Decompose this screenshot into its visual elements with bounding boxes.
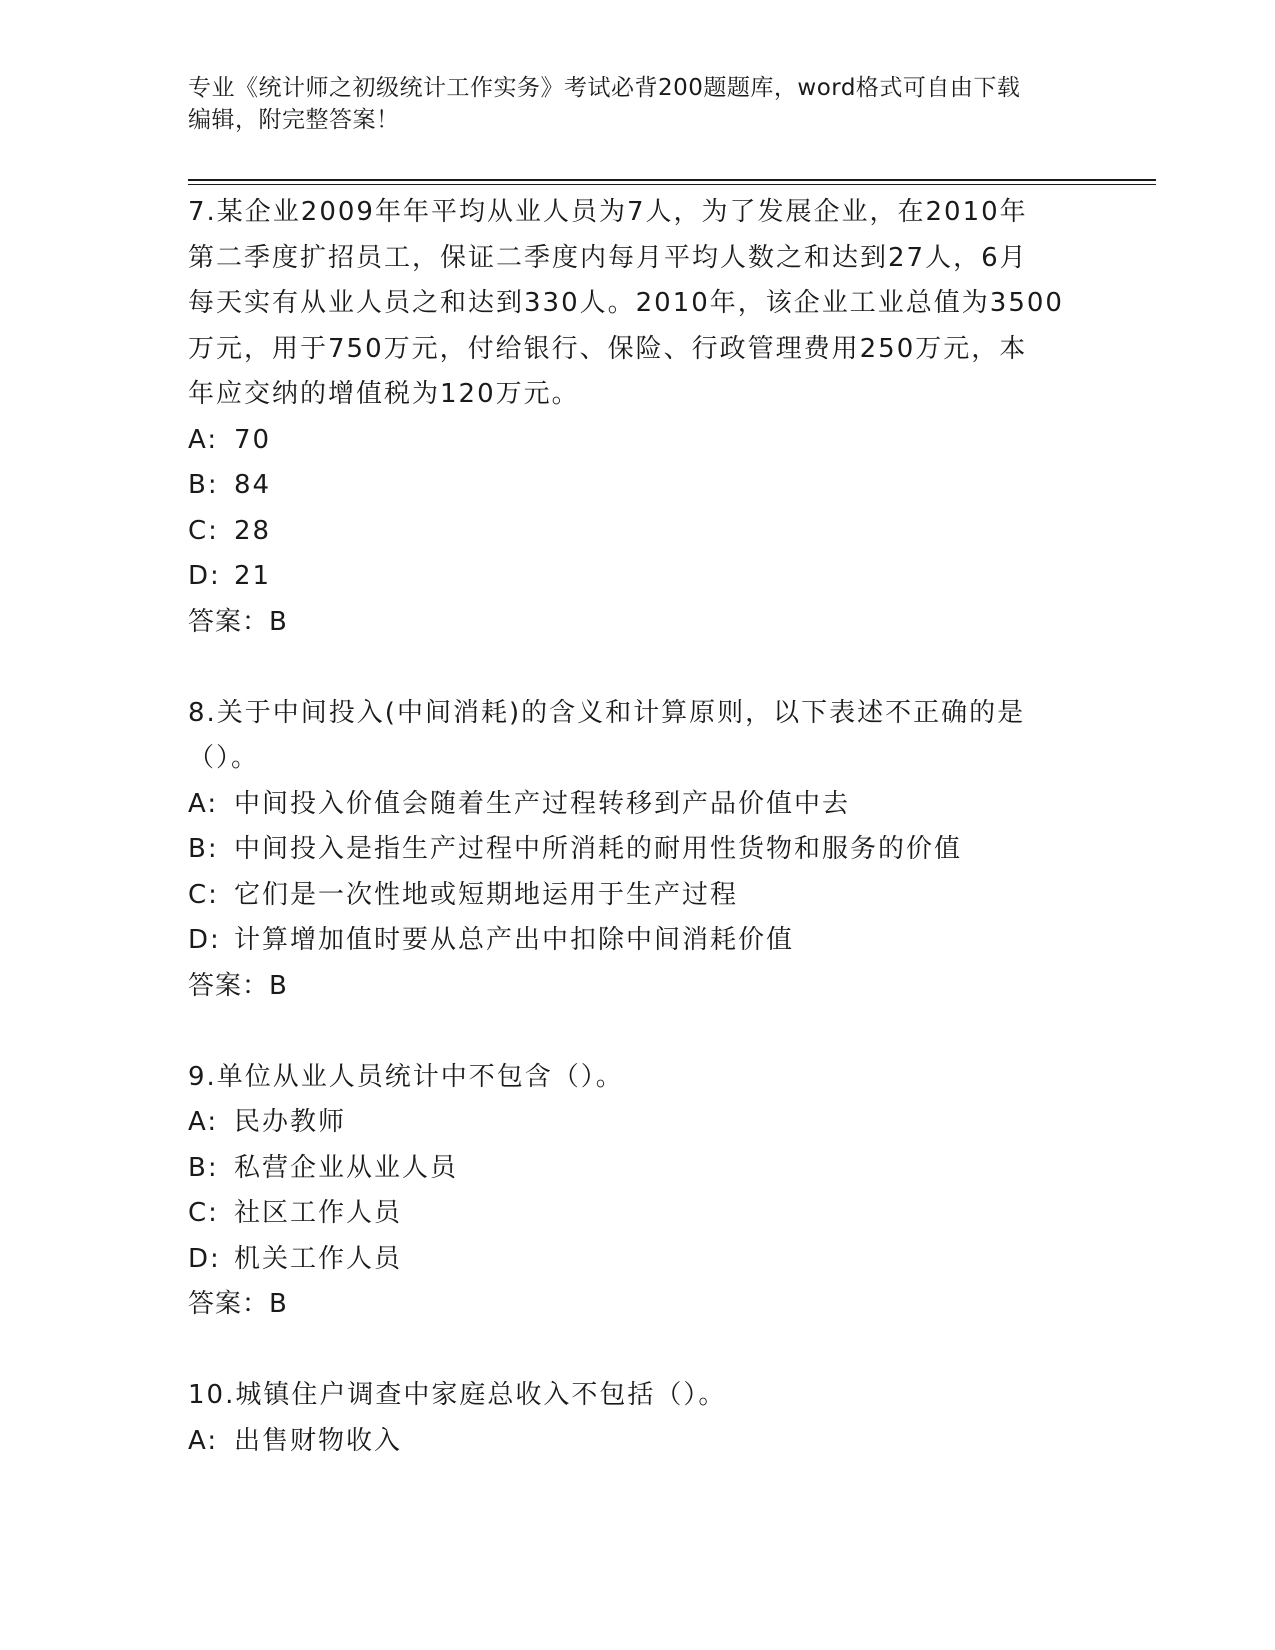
question-7 [188,190,1088,645]
option-b [188,827,1088,873]
option-text: 民办教师 [234,1107,347,1137]
question-9 [188,1055,1088,1328]
header-line-1: 专业《统计师之初级统计工作实务》考试必背200题题库，word格式可自由下载 [188,75,1021,101]
option-letter: A: [188,788,219,819]
question-text-line: 8.关于中间投入(中间消耗)的含义和计算原则，以下表述不正确的是 [188,697,1026,728]
option-b [188,463,1088,509]
spacer [188,645,1088,691]
option-c [188,509,1088,555]
option-text: 社区工作人员 [234,1198,403,1228]
option-text: 中间投入价值会随着生产过程转移到产品价值中去 [234,788,851,819]
question-text-line: 每天实有从业人员之和达到330人。2010年，该企业工业总值为3500 [188,288,1064,318]
question-text-line: 7.某企业2009年年平均从业人员为7人，为了发展企业，在2010年 [188,197,1028,227]
answer-label: 答案：B [188,970,288,1001]
spacer [188,1328,1088,1374]
option-c [188,1191,1088,1237]
option-text: 出售财物收入 [234,1425,403,1456]
option-letter: B: [188,1152,219,1183]
option-letter: D: [188,925,221,955]
option-text: 70 [234,424,272,455]
document-header [188,72,1088,136]
option-letter: A: [188,1107,219,1137]
question-text-line: 万元，用于750万元，付给银行、保险、行政管理费用250万元，本 [188,333,1028,364]
option-c [188,873,1088,919]
option-d [188,554,1088,600]
option-letter: B: [188,470,219,500]
option-b [188,1146,1088,1192]
option-text: 计算增加值时要从总产出中扣除中间消耗价值 [234,925,795,955]
option-letter: D: [188,1243,221,1274]
question-list [188,190,1088,1464]
question-8 [188,691,1088,1010]
option-a [188,1100,1088,1146]
header-divider-thin [188,184,1156,185]
option-letter: C: [188,879,219,910]
header-divider-thick [188,179,1156,181]
option-text: 28 [234,515,272,546]
option-text: 84 [234,470,272,500]
option-text: 它们是一次性地或短期地运用于生产过程 [234,879,739,910]
option-letter: A: [188,1425,219,1456]
option-d [188,918,1088,964]
option-letter: C: [188,515,219,546]
option-letter: C: [188,1198,219,1228]
option-letter: D: [188,561,221,591]
question-text-line: 10.城镇住户调查中家庭总收入不包括（）。 [188,1380,727,1410]
option-d [188,1237,1088,1283]
option-a [188,1419,1088,1465]
answer-label: 答案：B [188,606,288,637]
question-text-line: 年应交纳的增值税为120万元。 [188,379,580,409]
answer-label: 答案：B [188,1289,288,1319]
header-line-2: 编辑，附完整答案！ [188,107,400,133]
question-text-line: 9.单位从业人员统计中不包含（）。 [188,1061,624,1092]
question-10 [188,1373,1088,1464]
option-text: 21 [234,561,272,591]
question-text-line: 第二季度扩招员工，保证二季度内每月平均人数之和达到27人，6月 [188,242,1028,273]
option-text: 中间投入是指生产过程中所消耗的耐用性货物和服务的价值 [234,834,963,864]
option-letter: A: [188,424,219,455]
question-text-line: （）。 [188,743,260,773]
spacer [188,1009,1088,1055]
option-a [188,782,1088,828]
option-a [188,418,1088,464]
option-text: 私营企业从业人员 [234,1152,459,1183]
option-text: 机关工作人员 [234,1243,403,1274]
option-letter: B: [188,834,219,864]
